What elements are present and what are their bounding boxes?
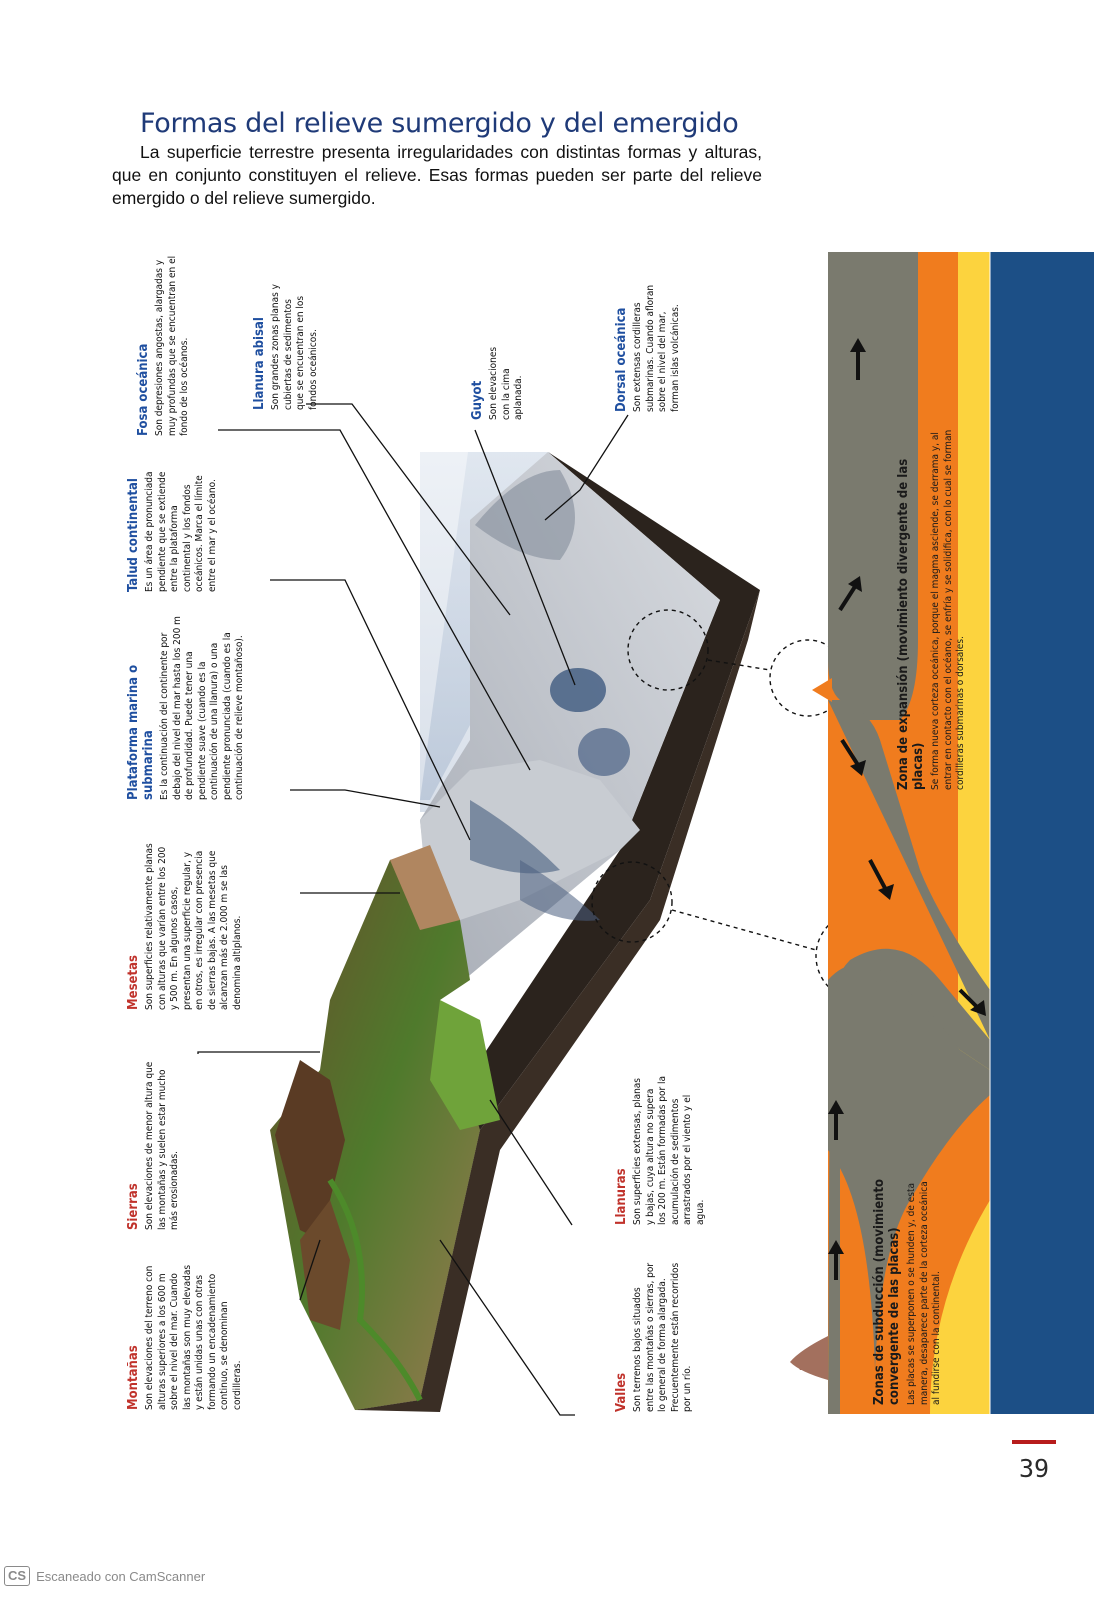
label-title: Talud continental bbox=[126, 478, 141, 592]
label-text: Son grandes zonas planas y cubiertas de sedimentos que se encuentran en los fondos oceánicos. bbox=[270, 284, 319, 410]
magma-plume bbox=[812, 678, 832, 702]
label-title: Montañas bbox=[126, 1345, 141, 1410]
label-llanura-abisal bbox=[252, 280, 320, 410]
label-text: Son elevaciones con la cima aplanada. bbox=[488, 346, 524, 420]
label-text: Son depresiones angostas, alargadas y muy profundas que se encuentran en el fondo de los océanos. bbox=[154, 255, 190, 436]
label-title: Dorsal oceánica bbox=[614, 307, 629, 412]
label-title: Guyot bbox=[470, 380, 485, 420]
label-talud-continental bbox=[126, 457, 219, 592]
label-montanas bbox=[126, 1260, 244, 1410]
camscanner-logo: CS bbox=[4, 1566, 30, 1586]
ocean-layer bbox=[990, 252, 1094, 1414]
label-title: Plataforma marina o submarina bbox=[126, 664, 156, 800]
label-text: Son elevaciones de menor altura que las montañas y suelen estar mucho más erosionadas. bbox=[144, 1061, 180, 1230]
label-text: Son elevaciones del terreno con alturas superiores a los 600 m sobre el nivel del mar. Cuando las montañas son muy elevadas y están unidas unas con otras formando un encadenamiento continuo, se denominan cordilleras. bbox=[144, 1264, 243, 1410]
guyot-shape-2 bbox=[578, 728, 630, 776]
guyot-shape-1 bbox=[550, 668, 606, 712]
label-dorsal-oceanica bbox=[614, 282, 682, 412]
label-plataforma bbox=[126, 610, 247, 800]
intro-text: La superficie terrestre presenta irregularidades con distintas formas y alturas, que en conjunto constituyen el relieve. Esas formas pueden ser parte del relieve emergido o del relieve sumergido. bbox=[112, 142, 762, 208]
camscanner-text: Escaneado con CamScanner bbox=[36, 1568, 206, 1584]
label-valles bbox=[614, 1262, 695, 1412]
label-zona-expansion bbox=[896, 410, 968, 790]
label-title: Mesetas bbox=[126, 955, 141, 1010]
page-title: Formas del relieve sumergido y del emergido bbox=[140, 108, 739, 139]
label-title: Zona de expansión (movimiento divergente de las placas) bbox=[896, 458, 926, 790]
label-text: Son terrenos bajos situados entre las montañas o sierras, por lo general de forma alargada. Frecuentemente están recorridos por un río. bbox=[632, 1262, 693, 1412]
label-llanuras bbox=[614, 1075, 707, 1225]
label-text: Es un área de pronunciada pendiente que se extiende entre la plataforma continental y los fondos oceánicos. Marca el límite entre el mar y el océano. bbox=[144, 471, 218, 592]
label-mesetas bbox=[126, 840, 244, 1010]
label-text: Son superficies extensas, planas y bajas, cuya altura no supera los 200 m. Están formadas por la acumulación de sedimentos arrastrados por el viento y el agua. bbox=[632, 1075, 706, 1225]
leader-sierras bbox=[198, 1052, 320, 1054]
leader-plataforma bbox=[290, 790, 440, 807]
label-sierras bbox=[126, 1060, 182, 1230]
label-title: Llanuras bbox=[614, 1168, 629, 1225]
label-title: Llanura abisal bbox=[252, 317, 267, 410]
page-number-bar bbox=[1012, 1440, 1056, 1444]
label-title: Valles bbox=[614, 1372, 629, 1412]
label-text: Es la continuación del continente por debajo del nivel del mar hasta los 200 m de profundidad. Puede tener una pendiente suave (cuando es la continuación de una llanura) o una pendiente pronunciada (cuando es la continuación de relieve montañoso). bbox=[159, 616, 245, 800]
label-title: Zonas de subducción (movimiento convergente de las placas) bbox=[872, 1178, 902, 1405]
label-zona-subduccion bbox=[872, 1175, 944, 1405]
volcano-shape bbox=[790, 1336, 828, 1380]
label-guyot bbox=[470, 330, 526, 420]
page-number: 39 bbox=[1018, 1454, 1050, 1483]
zoom-link-trench bbox=[672, 910, 816, 950]
scanner-footer bbox=[4, 1566, 205, 1586]
label-text: Las placas se superponen o se hunden y, de esta manera, desaparece parte de la corteza oceánica al fundirse con la continental. bbox=[906, 1181, 942, 1405]
label-text: Son extensas cordilleras submarinas. Cuando afloran sobre el nivel del mar, forman islas volcánicas. bbox=[632, 284, 681, 412]
label-title: Fosa oceánica bbox=[136, 343, 151, 436]
label-fosa-oceanica bbox=[136, 246, 192, 436]
label-text: Son superficies relativamente planas con alturas que varían entre los 200 y 500 m. En algunos casos, presentan una superficie regular, y en otros, es irregular con presencia de sierras bajas. A las mesetas que alcanzan más de 2.000 m se las denomina altiplanos. bbox=[144, 843, 243, 1010]
label-title: Sierras bbox=[126, 1183, 141, 1230]
leader-llanuras bbox=[490, 1100, 572, 1225]
label-text: Se forma nueva corteza oceánica, porque el magma asciende, se derrama y, al entrar en contacto con el océano, se enfría y se solidifica, con lo cual se forman cordilleras submarinas o dorsales. bbox=[930, 429, 966, 790]
